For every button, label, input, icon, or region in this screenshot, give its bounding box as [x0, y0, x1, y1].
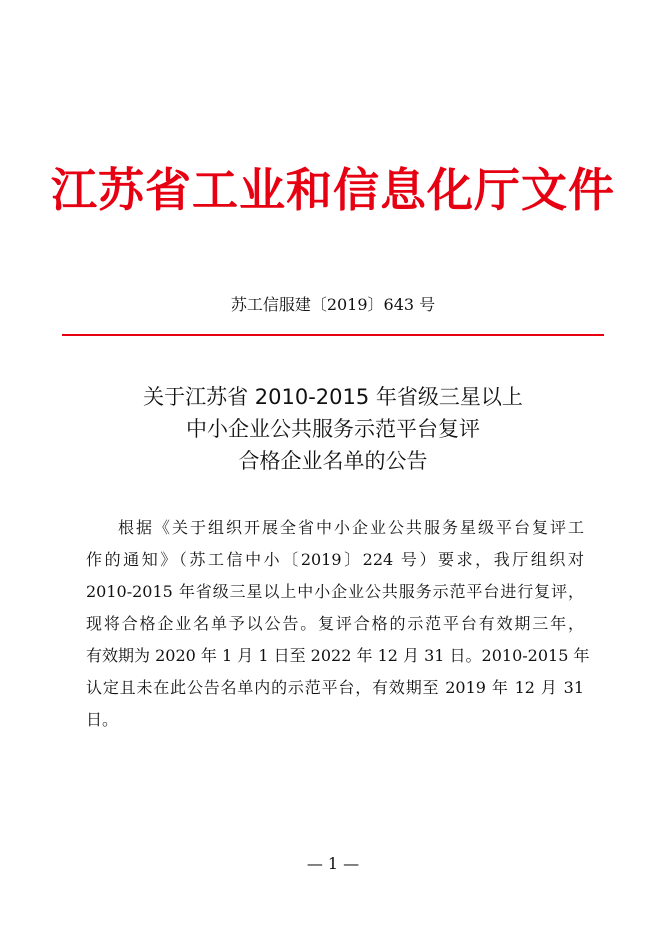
announcement-body: [86, 512, 590, 736]
title-line-2: 中小企业公共服务示范平台复评: [186, 417, 480, 441]
red-separator-line: [62, 334, 604, 336]
body-line-7: 日。: [86, 710, 119, 729]
body-line-1: 根据《关于组织开展全省中小企业公共服务星级平台复评工: [118, 518, 584, 537]
body-line-2: 作的通知》（苏工信中小〔2019〕224 号）要求，我厅组织对: [86, 550, 584, 569]
body-line-5: 有效期为 2020 年 1 月 1 日至 2022 年 12 月 31 日。2010-2015 年: [86, 646, 590, 665]
body-line-3: 2010-2015 年省级三星以上中小企业公共服务示范平台进行复评，: [86, 582, 584, 601]
document-masthead: 江苏省工业和信息化厅文件: [51, 163, 615, 217]
page-number: — 1 —: [306, 854, 360, 873]
title-line-3: 合格企业名单的公告: [238, 449, 428, 473]
body-line-6: 认定且未在此公告名单内的示范平台，有效期至 2019 年 12 月 31: [86, 678, 584, 697]
document-number: 苏工信服建〔2019〕643 号: [230, 295, 436, 314]
body-line-4: 现将合格企业名单予以公告。复评合格的示范平台有效期三年，: [86, 614, 584, 633]
title-line-1: 关于江苏省 2010-2015 年省级三星以上: [143, 385, 523, 409]
announcement-title: [0, 381, 666, 477]
